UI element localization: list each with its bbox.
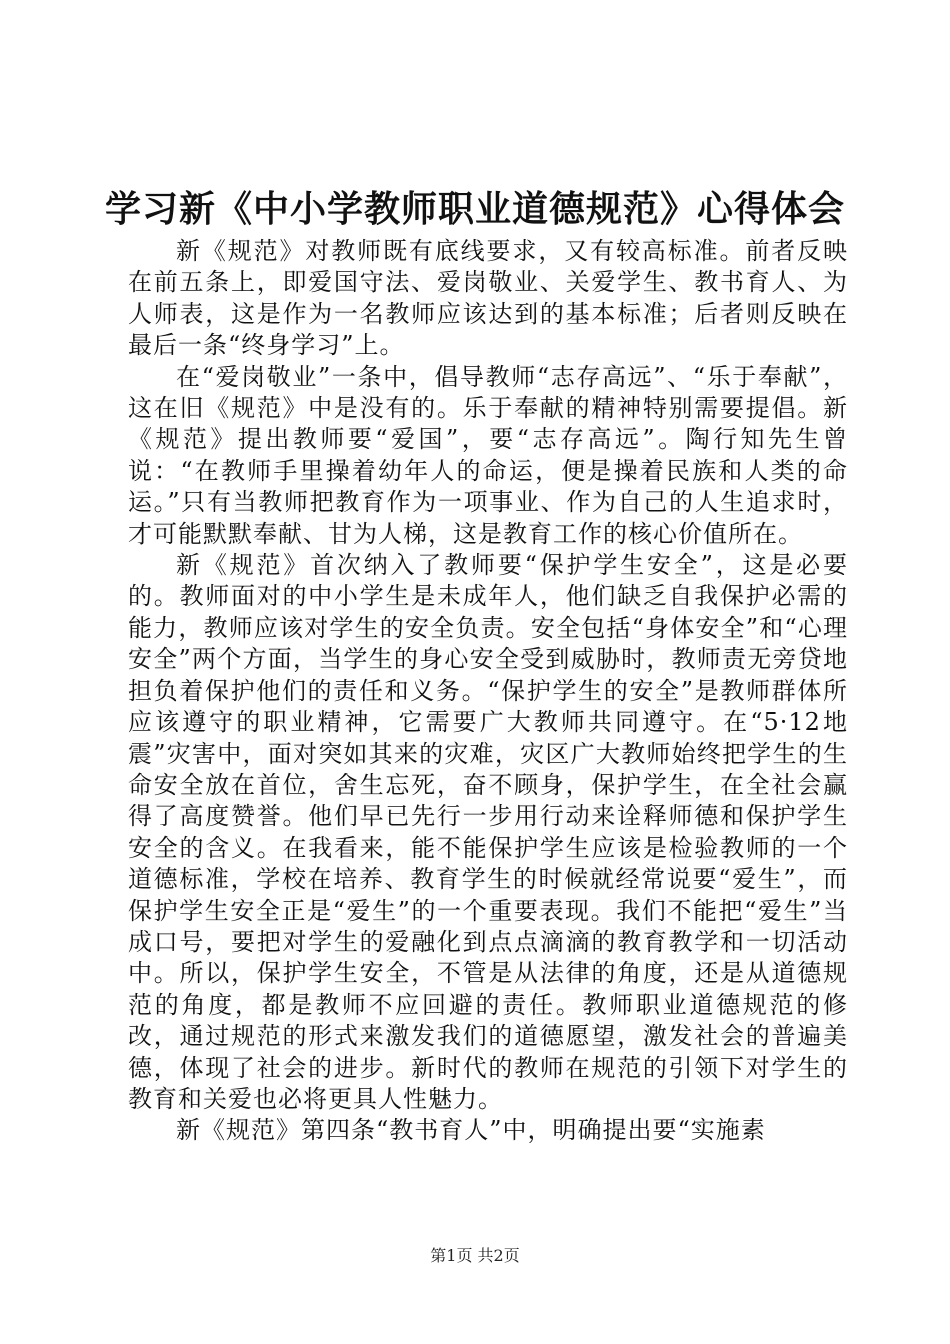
- document-body: [128, 236, 848, 1147]
- page-number-footer: 第1页 共2页: [430, 1246, 520, 1265]
- paragraph-2: 在“爱岗敬业”一条中，倡导教师“志存高远”、“乐于奉献”，这在旧《规范》中是没有的。乐于奉献的精神特别需要提倡。新《规范》提出教师要“爱国”，要“志存高远”。陶行知先生曾说：“在教师手里操着幼年人的命运，便是操着民族和人类的命运。”只有当教师把教育作为一项事业、作为自己的人生追求时，才可能默默奉献、甘为人梯，这是教育工作的核心价值所在。: [128, 362, 848, 548]
- paragraph-4: 新《规范》第四条“教书育人”中，明确提出要“实施素: [176, 1116, 766, 1145]
- document-title: 学习新《中小学教师职业道德规范》心得体会: [104, 189, 845, 230]
- paragraph-1: 新《规范》对教师既有底线要求，又有较高标准。前者反映在前五条上，即爱国守法、爱岗敬业、关爱学生、教书育人、为人师表，这是作为一名教师应该达到的基本标准；后者则反映在最后一条“终身学习”上。: [128, 237, 848, 360]
- paragraph-3: 新《规范》首次纳入了教师要“保护学生安全”，这是必要的。教师面对的中小学生是未成年人，他们缺乏自我保护必需的能力，教师应该对学生的安全负责。安全包括“身体安全”和“心理安全”两个方面，当学生的身心安全受到威胁时，教师责无旁贷地担负着保护他们的责任和义务。“保护学生的安全”是教师群体所应该遵守的职业精神，它需要广大教师共同遵守。在“5·12地震”灾害中，面对突如其来的灾难，灾区广大教师始终把学生的生命安全放在首位，舍生忘死，奋不顾身，保护学生，在全社会赢得了高度赞誉。他们早已先行一步用行动来诠释师德和保护学生安全的含义。在我看来，能不能保护学生应该是检验教师的一个道德标准，学校在培养、教育学生的时候就经常说要“爱生”，而保护学生安全正是“爱生”的一个重要表现。我们不能把“爱生”当成口号，要把对学生的爱融化到点点滴滴的教育教学和一切活动中。所以，保护学生安全，不管是从法律的角度，还是从道德规范的角度，都是教师不应回避的责任。教师职业道德规范的修改，通过规范的形式来激发我们的道德愿望，激发社会的普遍美德，体现了社会的进步。新时代的教师在规范的引领下对学生的教育和关爱也必将更具人性魅力。: [128, 551, 848, 1113]
